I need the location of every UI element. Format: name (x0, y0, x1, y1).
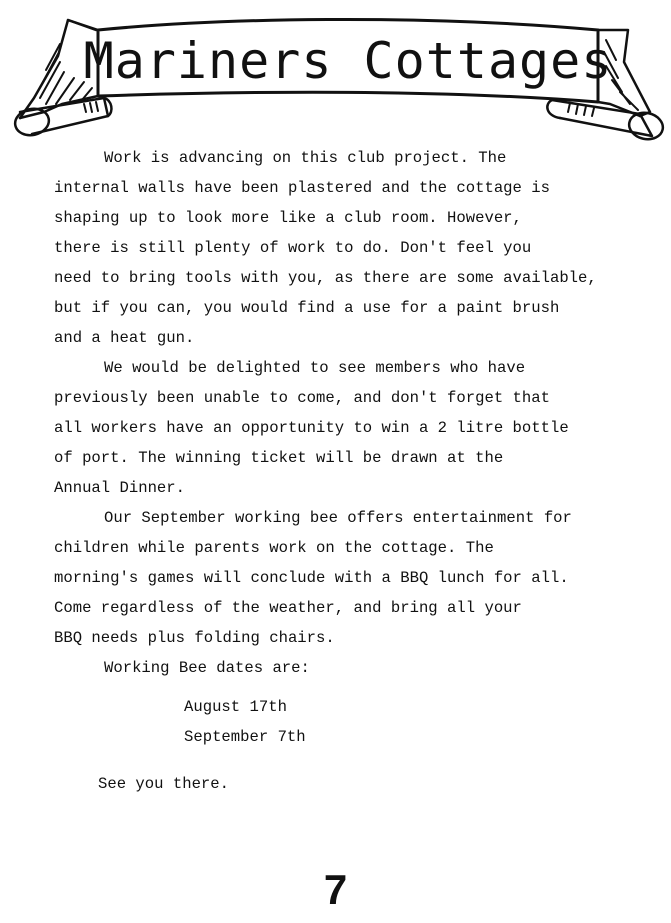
text-line: morning's games will conclude with a BBQ lunch for all. (54, 569, 569, 587)
dates-label: Working Bee dates are: (104, 659, 310, 677)
title-banner (0, 0, 671, 150)
dates-list (54, 692, 654, 752)
banner-title: Mariners Cottages (83, 32, 613, 90)
article-body (54, 143, 654, 799)
closing-line: See you there. (98, 775, 230, 793)
text-line: and a heat gun. (54, 329, 195, 347)
date-item: September 7th (184, 728, 306, 746)
text-line: Annual Dinner. (54, 479, 186, 497)
paragraph-september-bee (54, 503, 654, 653)
date-item: August 17th (184, 698, 287, 716)
text-line: there is still plenty of work to do. Don't feel you (54, 239, 532, 257)
text-line: Work is advancing on this club project. The (104, 149, 507, 167)
paragraph-work-advancing (54, 143, 654, 353)
text-line: children while parents work on the cottage. The (54, 539, 494, 557)
text-line: BBQ needs plus folding chairs. (54, 629, 335, 647)
text-line: Our September working bee offers entertainment for (104, 509, 572, 527)
paragraph-members-invite (54, 353, 654, 503)
text-line: previously been unable to come, and don't forget that (54, 389, 550, 407)
text-line: need to bring tools with you, as there are some available, (54, 269, 597, 287)
page-number: 7 (323, 866, 348, 913)
text-line: internal walls have been plastered and the cottage is (54, 179, 550, 197)
text-line: but if you can, you would find a use for a paint brush (54, 299, 560, 317)
text-line: shaping up to look more like a club room. However, (54, 209, 522, 227)
text-line: all workers have an opportunity to win a 2 litre bottle (54, 419, 569, 437)
text-line: We would be delighted to see members who have (104, 359, 526, 377)
text-line: Come regardless of the weather, and bring all your (54, 599, 522, 617)
text-line: of port. The winning ticket will be drawn at the (54, 449, 504, 467)
